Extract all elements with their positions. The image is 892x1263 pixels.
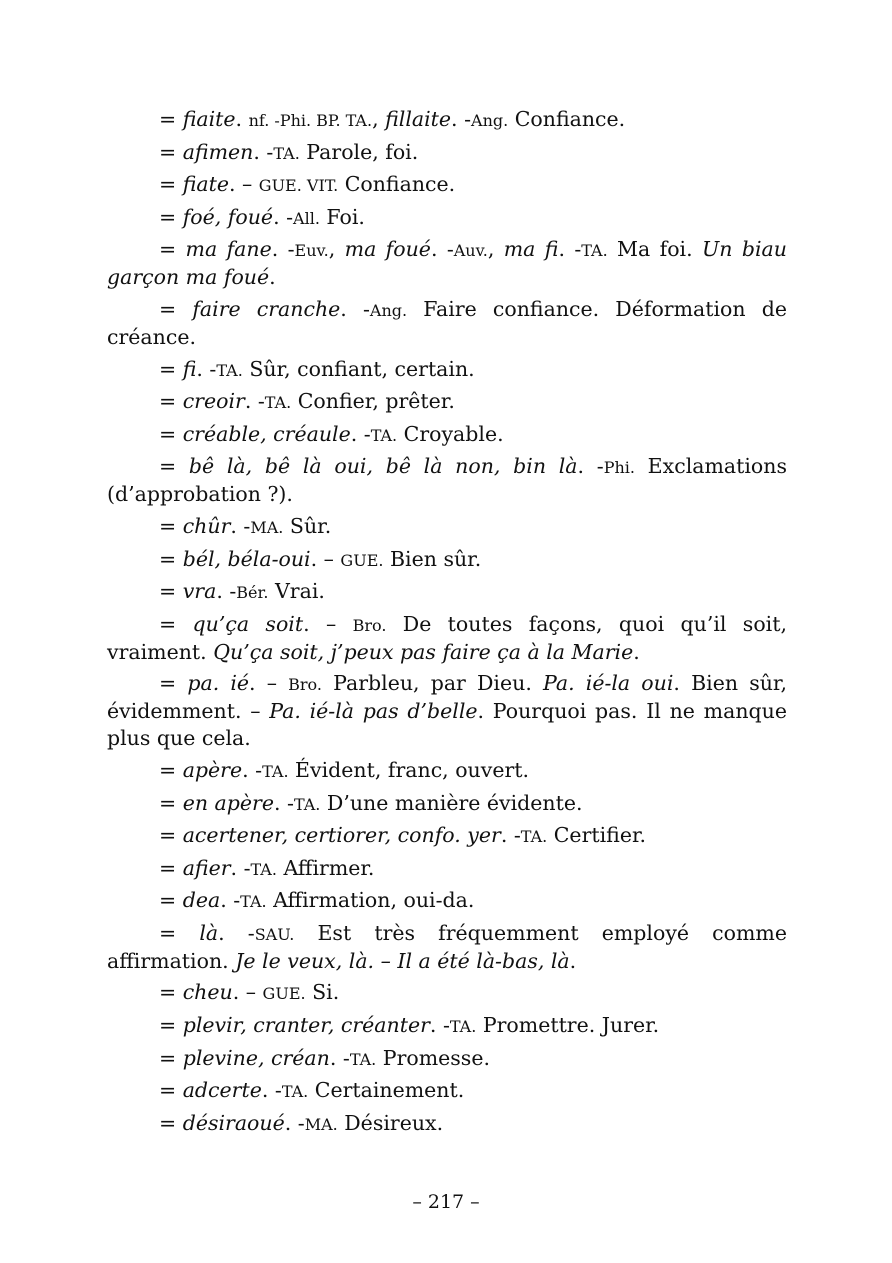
dictionary-entry [107,611,787,666]
entry-text: D’une manière évidente. [320,790,583,815]
entry-text: . Pourquoi pas. Il ne manque plus que cela. [107,699,788,751]
entry-text: . - [261,1078,282,1103]
dictionary-entry [107,236,787,291]
entry-text: = [159,513,183,538]
entry-text: = [159,107,183,131]
entry-text: Affirmer. [276,855,375,880]
entry-source: TA. [250,859,277,879]
entry-term: fiaite [182,107,236,131]
entry-source: GUE. [262,984,306,1004]
entry-source: TA. [293,794,321,814]
entry-text: Bien sûr. [383,546,482,571]
entry-text: = [159,172,183,197]
entry-text: . - [500,823,521,848]
entry-source: TA. [349,1049,377,1069]
entry-text: . - [230,855,251,880]
entry-text: = [159,1078,183,1103]
entry-term: fillaite [385,107,452,131]
entry-text: . - [273,204,294,229]
entry-term: bél, béla-oui [182,546,311,571]
entry-term: cheu [182,980,233,1005]
dictionary-entries [107,106,787,1142]
entry-text: Évident, franc, ouvert. [288,757,530,782]
entry-term: Pa. ié-là pas d’belle [269,699,478,724]
entry-text: = [159,579,183,604]
entry-text: Confier, prêter. [291,389,455,414]
entry-source: TA. [449,1017,477,1037]
entry-text: = [159,296,193,321]
entry-text: . - [350,421,371,446]
entry-text: = [159,855,183,880]
page-number: – 217 – [412,1191,480,1213]
entry-text: . Bien sûr, évidemment. – [107,671,787,724]
entry-term: ma fane [185,237,272,262]
entry-source: TA. [370,425,398,445]
entry-text: . – [303,611,353,636]
entry-text: = [159,823,183,848]
entry-text: Si. [305,980,340,1005]
entry-term: qu’ça soit [192,611,304,636]
entry-source: Euv. [294,241,329,261]
entry-text: . - [451,107,472,131]
entry-term: creoir [182,389,245,414]
entry-term: ma foué [344,237,431,262]
dictionary-entry [107,790,787,818]
entry-source: GUE. VIT. [258,176,339,196]
entry-text: = [159,237,186,262]
entry-text: . - [253,139,274,164]
dictionary-entry [107,757,787,785]
entry-term: fi [182,356,197,381]
dictionary-entry [107,1012,787,1040]
entry-term: en apère [182,790,274,815]
entry-text: . - [230,513,251,538]
entry-text: . – [310,546,341,571]
entry-term: Un biau garçon ma foué [107,237,787,290]
entry-text: De toutes façons, quoi qu’il soit, vraiment. [107,611,787,664]
dictionary-entry [107,822,787,850]
entry-text: Ma foi. [607,237,702,262]
entry-text: . - [429,1013,450,1038]
entry-text: Parbleu, par Dieu. [321,671,543,696]
entry-text: = [159,421,183,446]
entry-term: bê là, bê là oui, bê là non, bin là [188,454,578,479]
entry-text: Foi. [319,204,365,229]
entry-term: foé, foué [182,204,274,229]
entry-text: Croyable. [397,421,504,446]
entry-source: TA. [262,761,289,781]
entry-text: Promettre. Jurer. [476,1013,660,1038]
entry-source: TA. [273,143,300,163]
entry-text: . - [273,790,294,815]
entry-term: Je le veux, là. – Il a été là-bas, là [235,948,570,973]
entry-text: Promesse. [376,1045,490,1070]
entry-text: . - [284,1110,305,1135]
entry-source: TA. [281,1082,309,1102]
entry-text: Affirmation, oui-da. [266,888,475,913]
entry-text: Certifier. [547,823,647,848]
entry-source: nf. -Phi. BP. TA. [248,111,373,130]
entry-text: . – [232,980,263,1005]
entry-text: . - [216,579,237,604]
dictionary-entry [107,171,787,199]
entry-text: . - [340,296,370,321]
entry-source: TA. [216,360,243,380]
entry-source: Bro. [352,615,387,635]
dictionary-entry [107,855,787,883]
dictionary-entry [107,106,787,134]
entry-source: Auv. [453,241,488,261]
entry-term: plevine, créan [182,1045,330,1070]
entry-text: Sûr, confiant, certain. [242,356,475,381]
dictionary-entry [107,1110,787,1138]
entry-text: . – [228,172,259,197]
entry-text: Certainement. [308,1078,465,1103]
dictionary-entry [107,356,787,384]
entry-term: pa. ié [187,671,250,696]
entry-term: afimen [182,139,254,164]
entry-source: TA. [581,241,608,261]
entry-text: = [159,139,183,164]
entry-text: = [159,757,183,782]
entry-text: . [569,948,577,973]
entry-source: TA. [264,393,292,413]
entry-text: = [159,1013,183,1038]
entry-text: . - [430,237,454,262]
entry-text: . [235,107,249,131]
dictionary-entry [107,204,787,232]
entry-text: . - [220,888,241,913]
entry-text: = [159,204,183,229]
entry-text: , [372,107,386,131]
entry-term: vra [182,579,217,604]
entry-text: . - [271,237,295,262]
entry-term: désiraoué [182,1110,285,1135]
entry-text: . - [242,757,263,782]
entry-text: , [487,237,504,262]
entry-term: ma fi [503,237,559,262]
entry-term: adcerte [182,1078,262,1103]
entry-source: SAU. [254,924,295,944]
dictionary-entry [107,979,787,1007]
dictionary-entry [107,139,787,167]
entry-source: MA. [304,1114,338,1134]
entry-text: . [269,265,276,290]
entry-text: Vrai. [268,579,325,604]
entry-text: . - [558,237,582,262]
entry-text: , [328,237,345,262]
entry-text: Parole, foi. [299,139,419,164]
entry-term: Qu’ça soit, j’peux pas faire ça à la Marie [213,639,634,664]
dictionary-entry [107,1045,787,1073]
dictionary-entry [107,453,787,508]
entry-source: GUE. [340,550,384,570]
dictionary-entry [107,670,787,752]
entry-text: = [159,790,183,815]
entry-term: apère [182,757,243,782]
entry-text: = [159,888,183,913]
entry-text: . – [249,671,289,696]
entry-text: . - [218,920,255,945]
entry-text: = [159,920,200,945]
entry-text: Confiance. [508,107,626,131]
entry-text: Confiance. [338,172,456,197]
entry-text: = [159,546,183,571]
entry-term: là [199,920,219,945]
entry-text: = [159,356,183,381]
entry-text: = [159,671,188,696]
entry-text: = [159,1045,183,1070]
entry-source: Ang. [471,111,509,130]
dictionary-entry [107,421,787,449]
entry-term: fiate [182,172,229,197]
entry-term: acertener, certiorer, confo. yer [182,823,501,848]
dictionary-entry [107,1077,787,1105]
entry-text: = [159,980,183,1005]
entry-text: Sûr. [283,513,332,538]
entry-source: Ang. [369,300,408,320]
entry-text: . - [329,1045,350,1070]
entry-text: . [633,639,640,664]
entry-text: . - [577,454,604,479]
entry-source: MA. [250,517,284,537]
entry-text: . - [244,389,265,414]
entry-text: = [159,611,193,636]
entry-term: créable, créaule [182,421,351,446]
entry-source: All. [293,208,320,228]
dictionary-entry [107,388,787,416]
entry-text: Exclamations (d’approbation ?). [107,454,787,507]
dictionary-entry [107,920,787,975]
dictionary-entry [107,578,787,606]
entry-text: . - [196,356,217,381]
entry-source: Bro. [288,675,322,695]
entry-text: = [159,1110,183,1135]
dictionary-entry [107,887,787,915]
dictionary-entry [107,513,787,541]
dictionary-entry [107,546,787,574]
entry-term: Pa. ié-la oui [543,671,674,696]
dictionary-entry [107,296,787,351]
entry-source: TA. [240,892,267,912]
entry-term: chûr [182,513,231,538]
entry-term: faire cranche [192,296,341,321]
entry-source: Phi. [603,458,635,478]
entry-source: TA. [520,827,548,847]
entry-text: Faire confiance. Déformation de créance. [107,296,787,349]
entry-term: afier [182,855,231,880]
entry-term: plevir, cranter, créanter [182,1013,430,1038]
entry-source: Bér. [236,583,269,603]
entry-text: Est très fréquemment employé comme affirmation. [107,920,788,973]
entry-text: Désireux. [337,1110,444,1135]
entry-text: = [159,389,183,414]
entry-text: = [159,454,189,479]
entry-term: dea [182,888,221,913]
